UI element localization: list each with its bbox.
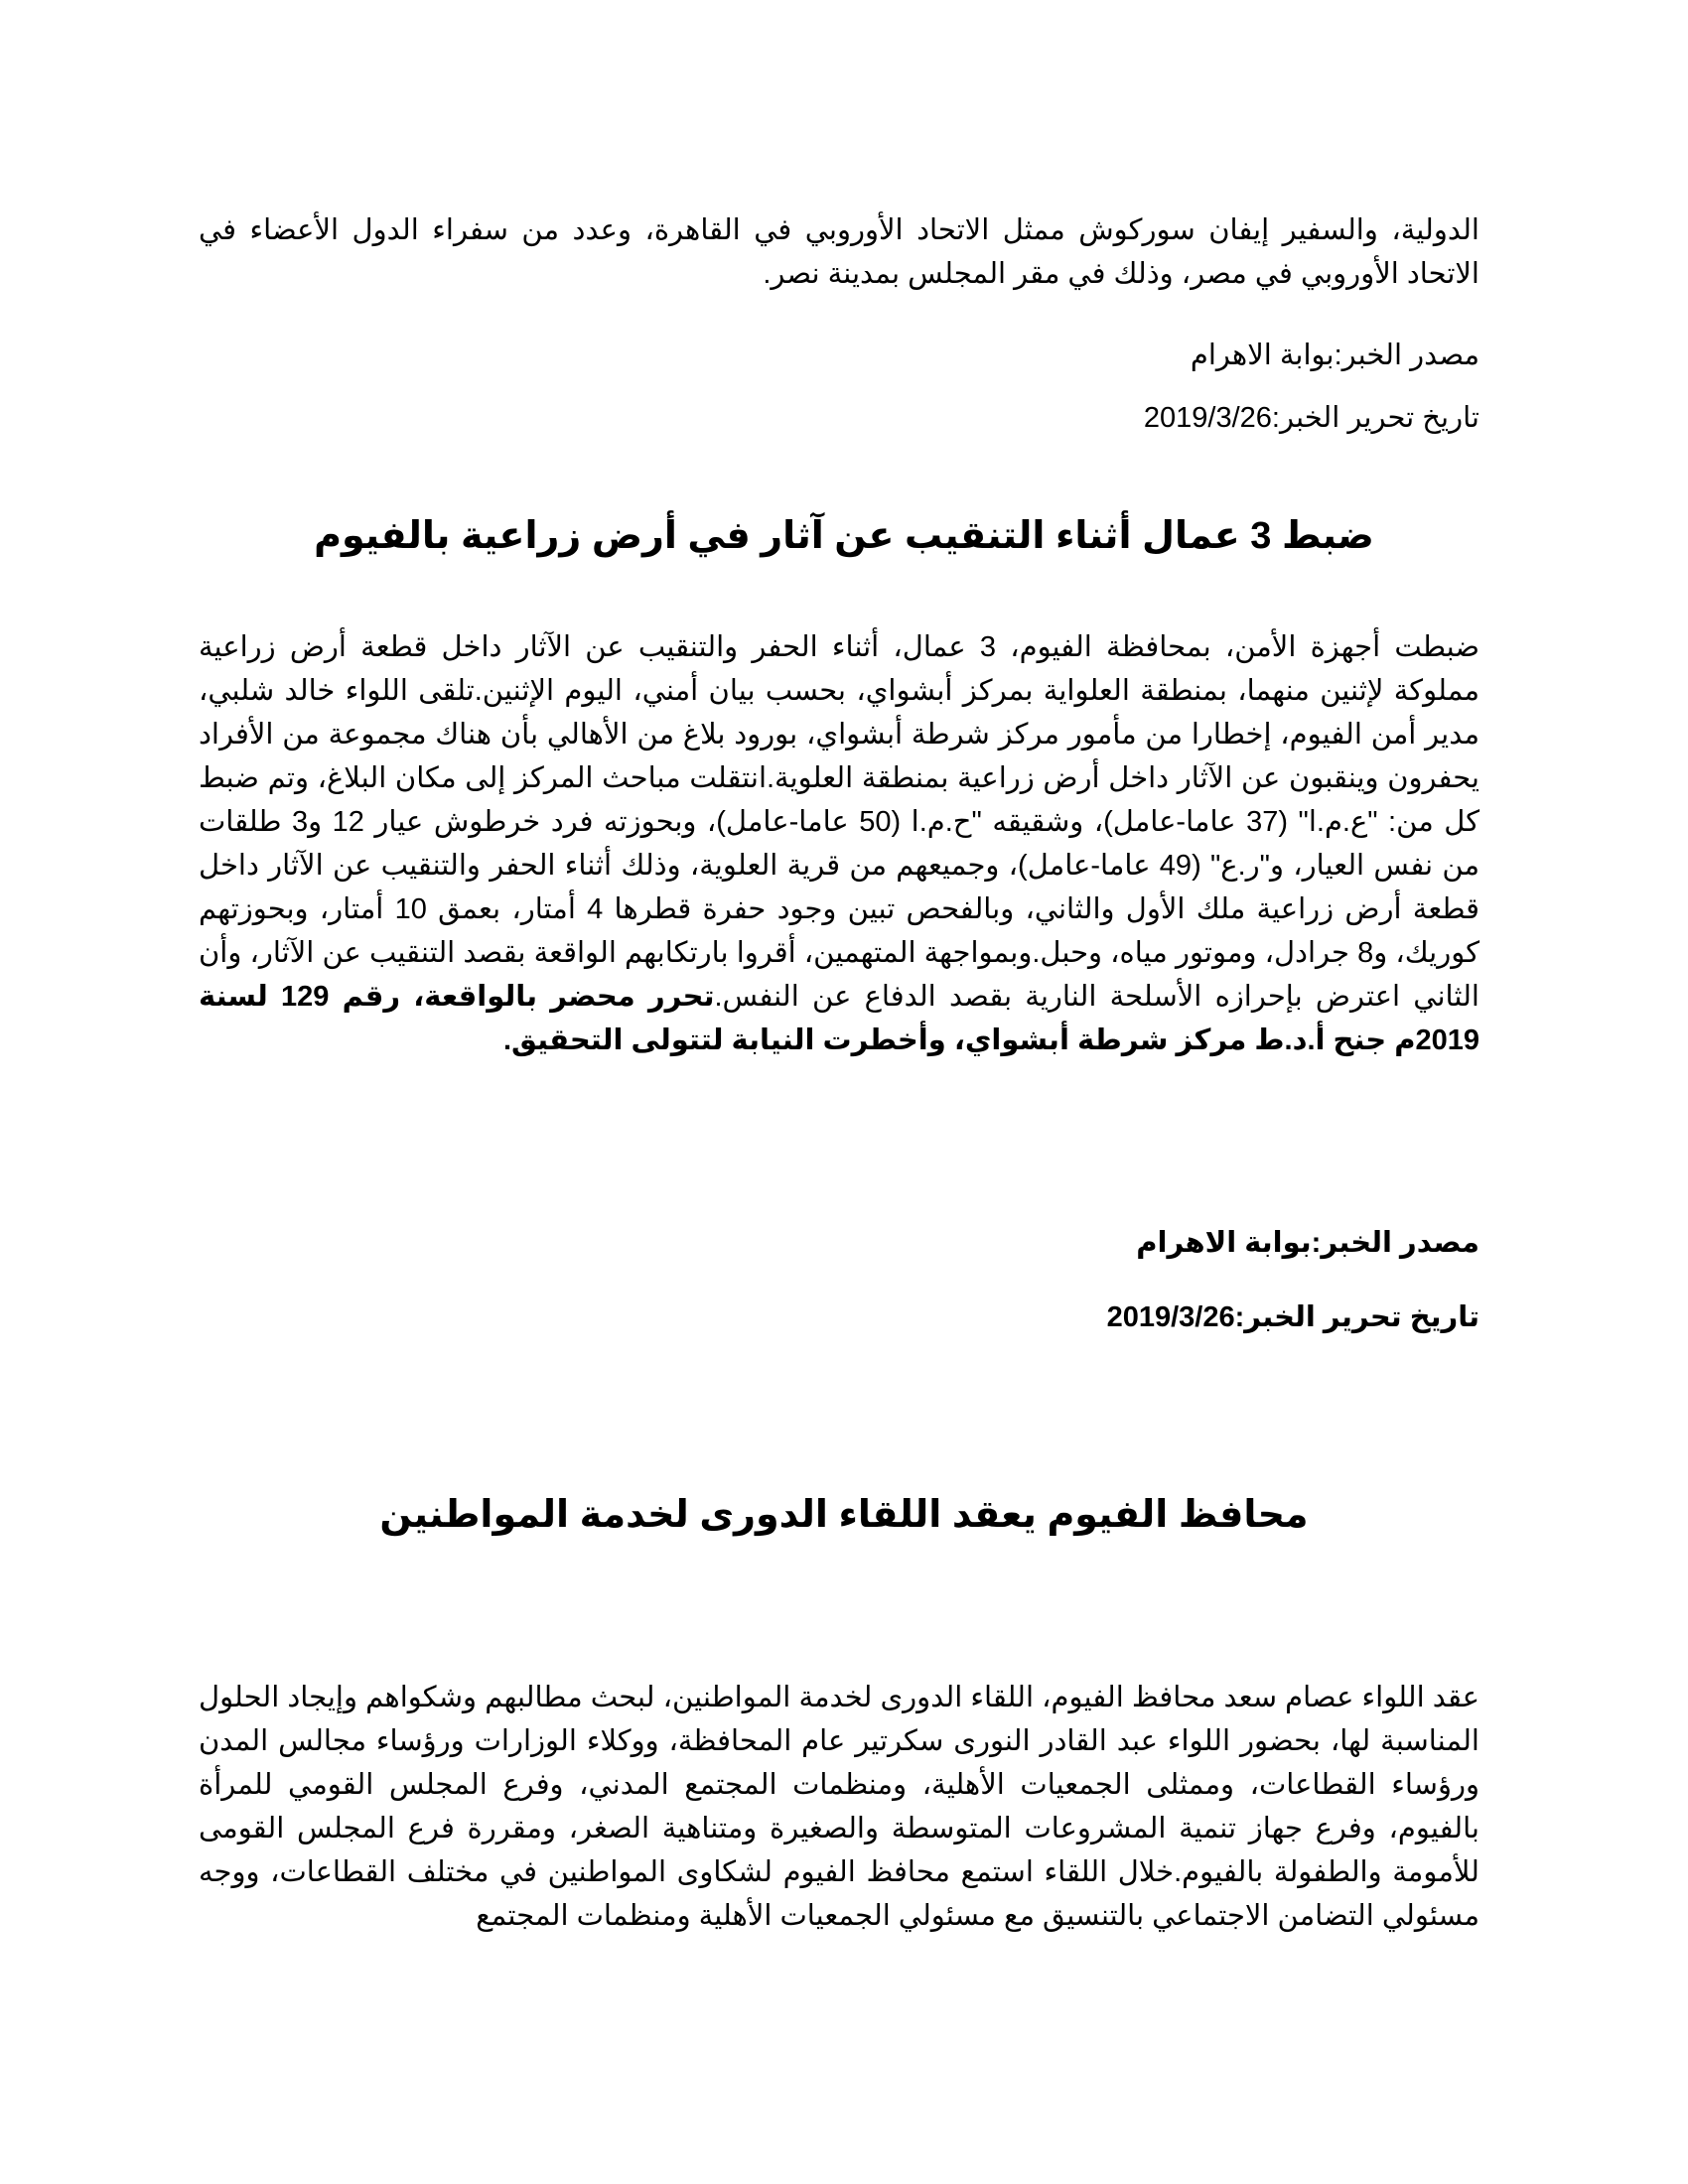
- article1-date: تاريخ تحرير الخبر:2019/3/26: [1143, 402, 1479, 434]
- article3-body-text: عقد اللواء عصام سعد محافظ الفيوم، اللقاء الدورى لخدمة المواطنين، لبحث مطالبهم وشكواهم وإيجاد الحلول المناسبة لها، بحضور اللواء عبد القادر النورى سكرتير عام المحافظة، ووكلاء الوزارات ورؤساء مجالس المدن ورؤساء القطاعات، وممثلى الجمعيات الأهلية، ومنظمات المجتمع المدني، وفرع المجلس القومي للمرأة بالفيوم، وفرع جهاز تنمية المشروعات المتوسطة والصغيرة ومتناهية الصغر، ومقررة فرع المجلس القومى للأمومة والطفولة بالفيوم.خلال اللقاء استمع محافظ الفيوم لشكاوى المواطنين في مختلف القطاعات، ووجه مسئولي التضامن الاجتماعي بالتنسيق مع مسئولي الجمعيات الأهلية ومنظمات المجتمع: [199, 1682, 1479, 1932]
- article3-body: [199, 1676, 1479, 1938]
- article2-body-text: ضبطت أجهزة الأمن، بمحافظة الفيوم، 3 عمال، أثناء الحفر والتنقيب عن الآثار داخل قطعة أرض زراعية مملوكة لإثنين منهما، بمنطقة العلواية بمركز أبشواي، بحسب بيان أمني، اليوم الإثنين.تلقى اللواء خالد شلبي، مدير أمن الفيوم، إخطارا من مأمور مركز شرطة أبشواي، بورود بلاغ من الأهالي بأن هناك مجموعة من الأفراد يحفرون وينقبون عن الآثار داخل أرض زراعية بمنطقة العلوية.انتقلت مباحث المركز إلى مكان البلاغ، وتم ضبط كل من: "ع.م.ا" (37 عاما-عامل)، وشقيقه "ح.م.ا (50 عاما-عامل)، وبحوزته فرد خرطوش عيار 12 و3 طلقات من نفس العيار، و"ر.ع" (49 عاما-عامل)، وجميعهم من قرية العلوية، وذلك أثناء الحفر والتنقيب عن الآثار داخل قطعة أرض زراعية ملك الأول والثاني، وبالفحص تبين وجود حفرة قطرها 4 أمتار، بعمق 10 أمتار، وبحوزتهم كوريك، و8 جرادل، وموتور مياه، وحبل.وبمواجهة المتهمين، أقروا بارتكابهم الواقعة بقصد التنقيب عن الآثار، وأن الثاني اعترض بإحرازه الأسلحة النارية بقصد الدفاع عن النفس.: [199, 631, 1480, 1013]
- article1-paragraph-text: الدولية، والسفير إيفان سوركوش ممثل الاتحاد الأوروبي في القاهرة، وعدد من سفراء الدول الأعضاء في الاتحاد الأوروبي في مصر، وذلك في مقر المجلس بمدينة نصر.: [199, 214, 1479, 290]
- article3-title: محافظ الفيوم يعقد اللقاء الدورى لخدمة المواطنين: [379, 1494, 1309, 1536]
- article2-body-bold-text: تحرر محضر بالواقعة، رقم 129 لسنة 2019م جنح أ.د.ط مركز شرطة أبشواي، وأخطرت النيابة لتتولى التحقيق.: [199, 981, 1479, 1056]
- article2-title: ضبط 3 عمال أثناء التنقيب عن آثار في أرض زراعية بالفيوم: [314, 515, 1374, 557]
- article1-paragraph: [199, 208, 1479, 296]
- article2-source: مصدر الخبر:بوابة الاهرام: [1136, 1227, 1479, 1259]
- article1-source: مصدر الخبر:بوابة الاهرام: [1190, 340, 1479, 371]
- article2-date: تاريخ تحرير الخبر:2019/3/26: [1106, 1301, 1479, 1333]
- article2-body: [199, 625, 1479, 1062]
